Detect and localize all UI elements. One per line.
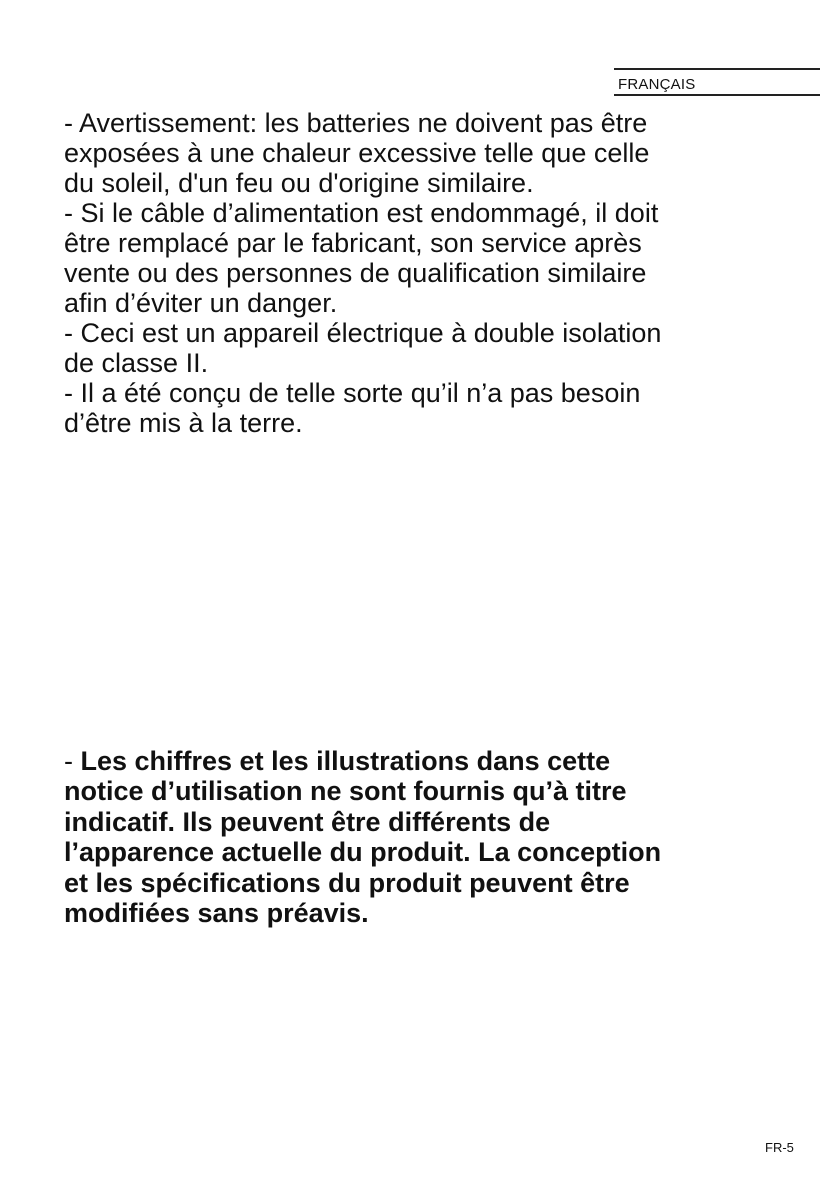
language-label: FRANÇAIS — [618, 76, 696, 93]
notice-text: Les chiffres et les illustrations dans cette — [80, 746, 611, 776]
notice-dash: - — [64, 746, 81, 776]
warning-line: être remplacé par le fabricant, son service après — [64, 228, 642, 258]
safety-warnings — [64, 108, 784, 438]
language-header — [614, 68, 820, 96]
notice-line — [64, 746, 764, 776]
notice-line: indicatif. Ils peuvent être différents de — [64, 806, 551, 837]
notice-line: notice d’utilisation ne sont fournis qu’à titre — [64, 776, 627, 807]
warning-line: vente ou des personnes de qualification similaire — [64, 258, 647, 288]
warning-line: - Ceci est un appareil électrique à double isolation — [64, 318, 662, 348]
warning-line: d’être mis à la terre. — [64, 408, 303, 438]
warning-line: afin d’éviter un danger. — [64, 288, 338, 318]
page-number: FR-5 — [765, 1140, 794, 1155]
notice-line: modifiées sans préavis. — [64, 897, 369, 928]
warning-line: - Si le câble d’alimentation est endommagé, il doit — [64, 198, 659, 228]
warning-line: - Il a été conçu de telle sorte qu’il n’a pas besoin — [64, 378, 641, 408]
notice-line: et les spécifications du produit peuvent être — [64, 867, 630, 898]
warning-line: - Avertissement: les batteries ne doivent pas être — [64, 108, 648, 138]
notice-line: l’apparence actuelle du produit. La conception — [64, 837, 662, 868]
warning-line: de classe II. — [64, 348, 209, 378]
warning-line: exposées à une chaleur excessive telle que celle — [64, 138, 650, 168]
warning-line: du soleil, d'un feu ou d'origine similaire. — [64, 168, 534, 198]
disclaimer-notice — [64, 746, 764, 928]
